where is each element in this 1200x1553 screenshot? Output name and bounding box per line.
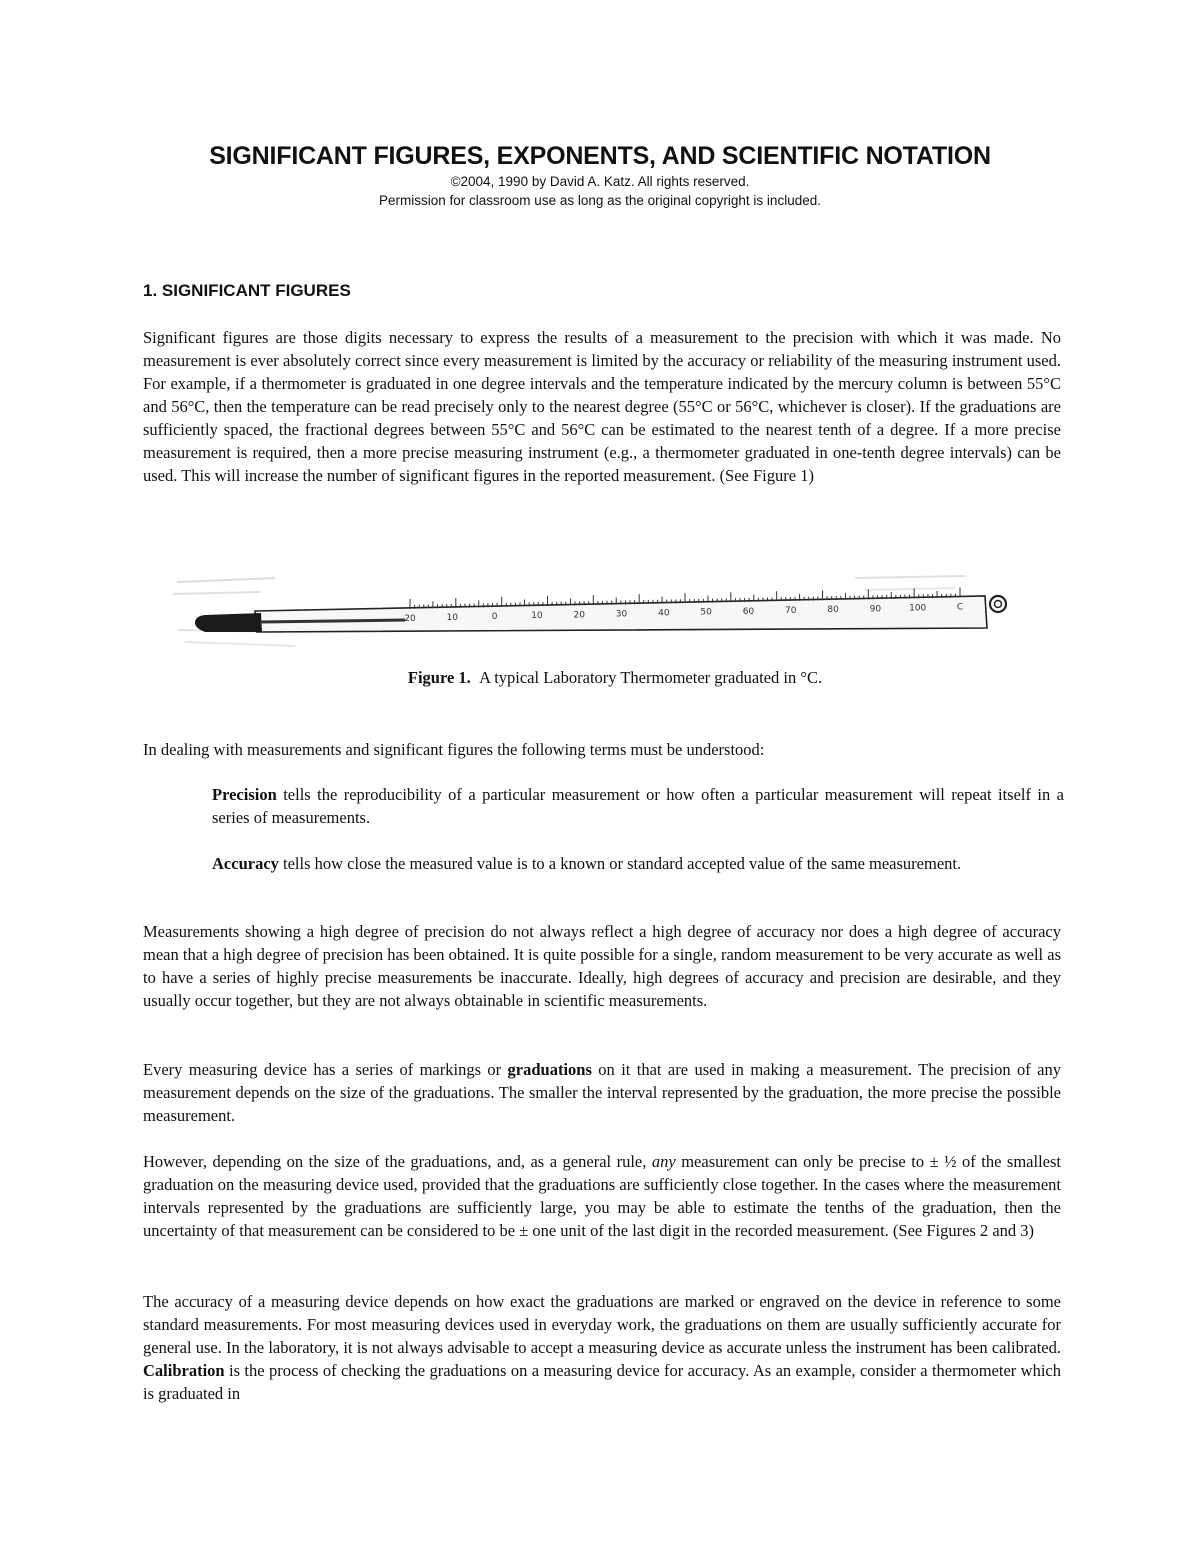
scale-label: 10 [446,612,459,623]
however-text-after: measurement can only be precise to ± ½ of the smallest graduation on the measuring device used, provided that the graduations are sufficiently close together. In the cases where the measurement intervals represented by the graduations are sufficiently large, you may be able to estimate the tenths of the graduation, then the uncertainty of that measurement can be considered to be ± one unit of the last digit in the recorded measurement. (See Figures 2 and 3) [143,1152,1061,1240]
figure-1-caption [0,668,1200,688]
thermometer-bulb [195,613,262,632]
mercury-column [260,620,405,622]
terms-intro: In dealing with measurements and significant figures the following terms must be understood: [143,740,765,759]
scale-label: 90 [869,604,882,615]
accuracy-text-after: is the process of checking the graduations on a measuring device for accuracy. As an example, consider a thermometer which is graduated in [143,1361,1061,1403]
scale-label: 30 [615,609,628,620]
paragraph-precision-vs-accuracy: Measurements showing a high degree of precision do not always reflect a high degree of accuracy nor does a high degree of accuracy mean that a high degree of precision has been obtained. It is quite possible for a single, random measurement to be very accurate as well as to have a series of highly precise measurements be inaccurate. Ideally, high degrees of accuracy and precision are desirable, and they usually occur together, but they are not always obtainable in scientific measurements. [143,922,1061,1010]
definition-precision [212,783,1064,829]
thermometer-figure [165,568,1025,668]
figure-1-caption-text: A typical Laboratory Thermometer graduated in °C. [479,668,823,687]
scale-label: 10 [531,611,543,622]
scale-label: 20 [573,610,585,621]
permission-line: Permission for classroom use as long as the original copyright is included. [379,193,821,208]
term-graduations: graduations [507,1060,592,1079]
thermometer-top-ring [990,596,1006,612]
however-text-before: However, depending on the size of the graduations, and, as a general rule, [143,1152,652,1171]
accuracy-definition-text: tells how close the measured value is to a known or standard accepted value of the same measurement. [278,854,962,873]
definition-accuracy [212,852,1064,875]
scale-label: 40 [658,608,670,619]
scale-label: 70 [785,605,797,616]
intro-paragraph: Significant figures are those digits necessary to express the results of a measurement to the precision with which it was made. No measurement is ever absolutely correct since every measurement is limited by the accuracy or reliability of the measuring instrument used. For example, if a thermometer is graduated in one degree intervals and the temperature indicated by the mercury column is between 55°C and 56°C, then the temperature can be read precisely only to the nearest degree (55°C or 56°C, whichever is closer). If the graduations are sufficiently spaced, the fractional degrees between 55°C and 56°C can be estimated to the nearest tenth of a degree. If a more precise measurement is required, then a more precise measuring instrument (e.g., a thermometer graduated in one-tenth degree intervals) can be used. This will increase the number of significant figures in the reported measurement. (See Figure 1) [143,328,1061,485]
graduations-text-before: Every measuring device has a series of markings or [143,1060,508,1079]
document-title: SIGNIFICANT FIGURES, EXPONENTS, AND SCIENTIFIC NOTATION [209,142,991,170]
paragraph-however [143,1150,1061,1242]
scale-label: 80 [827,605,839,616]
scale-label: 20 [404,613,416,624]
term-accuracy: Accuracy [212,854,279,873]
term-precision: Precision [212,785,277,804]
copyright-line: ©2004, 1990 by David A. Katz. All rights reserved. [450,174,750,189]
figure-1-label: Figure 1. [407,668,471,687]
precision-definition-text: tells the reproducibility of a particular measurement or how often a particular measurement will repeat itself in a series of measurements. [212,785,1064,827]
scale-label: C [956,602,964,613]
graduations-text-after: on it that are used in making a measurement. The precision of any measurement depends on the size of the graduations. The smaller the interval represented by the graduation, the more precise the possible measurement. [143,1060,1062,1125]
section-heading-significant-figures: 1. SIGNIFICANT FIGURES [143,281,351,300]
paragraph-accuracy-calibration [143,1290,1061,1405]
scale-label: 60 [742,606,755,617]
paragraph-graduations [143,1058,1061,1127]
accuracy-text-before: The accuracy of a measuring device depends on how exact the graduations are marked or engraved on the device in reference to some standard measurements. For most measuring devices used in everyday work, the graduations on them are usually sufficiently accurate for general use. In the laboratory, it is not always advisable to accept a measuring device as accurate unless the instrument has been calibrated. [143,1292,1061,1357]
scale-label: 0 [491,612,498,623]
term-calibration: Calibration [143,1361,225,1380]
scale-label: 100 [909,603,927,614]
scale-label: 50 [700,607,712,618]
emphasis-any: any [651,1152,676,1171]
